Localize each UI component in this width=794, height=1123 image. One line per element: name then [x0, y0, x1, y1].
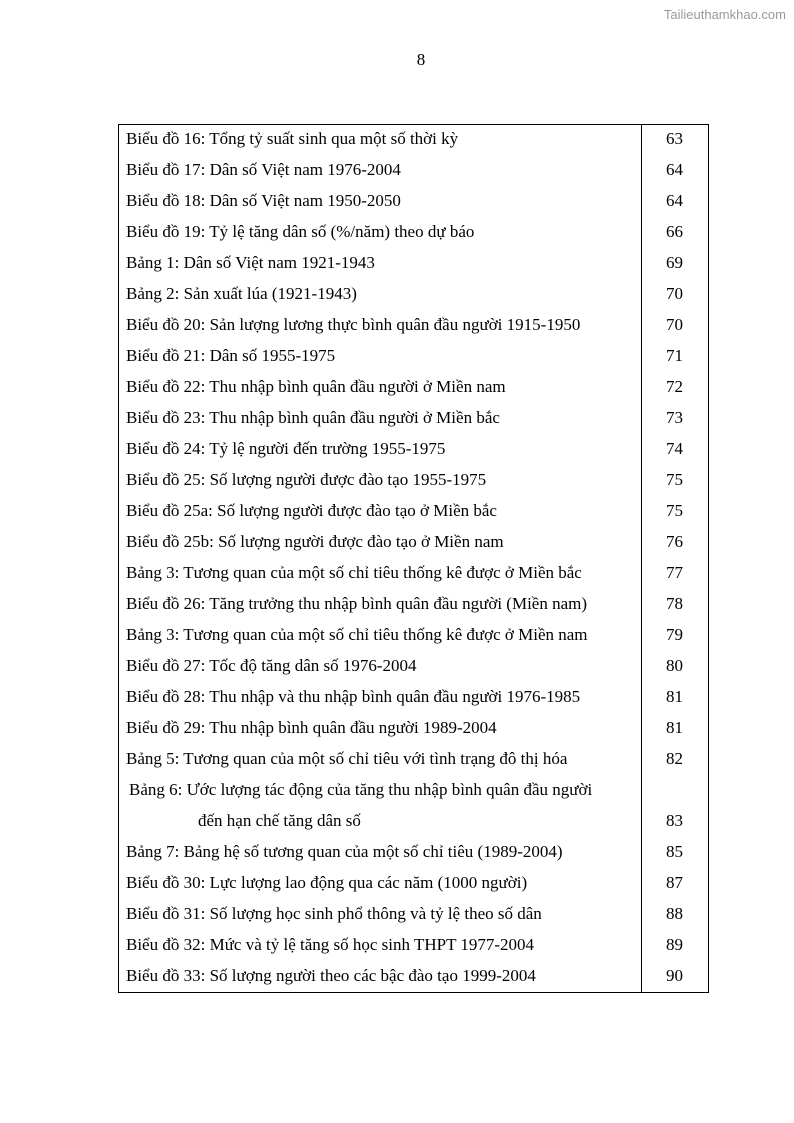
toc-row	[119, 683, 708, 714]
toc-page: 90	[666, 966, 683, 985]
toc-title: Biểu đồ 30: Lực lượng lao động qua các năm (1000 người)	[126, 873, 528, 892]
toc-title: Biểu đồ 33: Số lượng người theo các bậc đào tạo 1999-2004	[126, 966, 536, 985]
toc-title: Biểu đồ 31: Số lượng học sinh phổ thông và tỷ lệ theo số dân	[126, 904, 542, 923]
toc-page: 88	[666, 904, 683, 923]
toc-row	[119, 528, 708, 559]
toc-title: Biểu đồ 29: Thu nhập bình quân đầu người 1989-2004	[126, 718, 497, 737]
toc-page: 71	[666, 346, 683, 365]
toc-title: Bảng 7: Bảng hệ số tương quan của một số chỉ tiêu (1989-2004)	[126, 842, 563, 861]
toc-rows	[119, 125, 708, 993]
toc-page: 80	[666, 656, 683, 675]
toc-row	[119, 590, 708, 621]
toc-row	[119, 404, 708, 435]
toc-title: Biểu đồ 17: Dân số Việt nam 1976-2004	[126, 160, 401, 179]
toc-title: Bảng 2: Sản xuất lúa (1921-1943)	[126, 284, 357, 303]
toc-page: 85	[666, 842, 683, 861]
toc-row	[119, 466, 708, 497]
toc-page: 69	[666, 253, 683, 272]
toc-title: Bảng 3: Tương quan của một số chỉ tiêu thống kê được ở Miền bắc	[126, 563, 582, 582]
toc-row	[119, 218, 708, 249]
toc-row	[119, 900, 708, 931]
toc-page: 78	[666, 594, 683, 613]
toc-title: Bảng 5: Tương quan của một số chỉ tiêu với tình trạng đô thị hóa	[126, 749, 568, 768]
toc-page: 73	[666, 408, 683, 427]
toc-title: Bảng 1: Dân số Việt nam 1921-1943	[126, 253, 375, 272]
toc-page: 83	[666, 811, 683, 830]
toc-row	[119, 869, 708, 900]
toc-page: 64	[666, 160, 683, 179]
toc-row	[119, 497, 708, 528]
toc-row	[119, 621, 708, 652]
toc-page: 75	[666, 470, 683, 489]
toc-page: 89	[666, 935, 683, 954]
toc-row	[119, 714, 708, 745]
toc-page: 81	[666, 718, 683, 737]
toc-row	[119, 187, 708, 218]
toc-title: Biểu đồ 23: Thu nhập bình quân đầu người ở Miền bắc	[126, 408, 500, 427]
toc-row	[119, 838, 708, 869]
toc-title: Biểu đồ 19: Tỷ lệ tăng dân số (%/năm) theo dự báo	[126, 222, 475, 241]
toc-row	[119, 249, 708, 280]
toc-row	[119, 280, 708, 311]
toc-title: Biểu đồ 20: Sản lượng lương thực bình quân đầu người 1915-1950	[126, 315, 581, 334]
toc-title: Biểu đồ 16: Tổng tỷ suất sinh qua một số thời kỳ	[126, 129, 459, 148]
toc-row	[119, 559, 708, 590]
toc-page: 66	[666, 222, 683, 241]
toc-title: Biểu đồ 18: Dân số Việt nam 1950-2050	[126, 191, 401, 210]
toc-page: 87	[666, 873, 683, 892]
toc-title: Biểu đồ 25a: Số lượng người được đào tạo ở Miền bắc	[126, 501, 497, 520]
page-number: 8	[416, 50, 426, 69]
toc-page: 70	[666, 284, 683, 303]
toc-page: 74	[666, 439, 683, 458]
toc-row	[119, 125, 708, 156]
toc-title: Biểu đồ 21: Dân số 1955-1975	[126, 346, 336, 365]
watermark: Tailieuthamkhao.com	[663, 7, 786, 22]
toc-row	[119, 156, 708, 187]
toc-title: Biểu đồ 26: Tăng trưởng thu nhập bình quân đầu người (Miền nam)	[126, 594, 588, 613]
toc-row	[119, 435, 708, 466]
toc-row	[119, 311, 708, 342]
toc-page: 79	[666, 625, 683, 644]
toc-page: 76	[666, 532, 683, 551]
toc-title: Bảng 3: Tương quan của một số chỉ tiêu thống kê được ở Miền nam	[126, 625, 588, 644]
toc-row	[119, 342, 708, 373]
toc-title: Biểu đồ 32: Mức và tỷ lệ tăng số học sinh THPT 1977-2004	[126, 935, 535, 954]
toc-page: 82	[666, 749, 683, 768]
toc-row	[119, 652, 708, 683]
toc-row	[119, 962, 708, 993]
toc-page: 77	[666, 563, 683, 582]
toc-title: Biểu đồ 28: Thu nhập và thu nhập bình quân đầu người 1976-1985	[126, 687, 581, 706]
toc-title-line1: Bảng 6: Ước lượng tác động của tăng thu nhập bình quân đầu người	[129, 780, 593, 799]
toc-title: Biểu đồ 24: Tỷ lệ người đến trường 1955-1975	[126, 439, 446, 458]
toc-row	[119, 745, 708, 776]
toc-page: 72	[666, 377, 683, 396]
toc-title: Biểu đồ 25: Số lượng người được đào tạo 1955-1975	[126, 470, 487, 489]
toc-page: 64	[666, 191, 683, 210]
toc-title: Biểu đồ 27: Tốc độ tăng dân số 1976-2004	[126, 656, 417, 675]
toc-page: 75	[666, 501, 683, 520]
toc-title: Biểu đồ 22: Thu nhập bình quân đầu người ở Miền nam	[126, 377, 506, 396]
toc-row	[119, 931, 708, 962]
toc-title-line2: đến hạn chế tăng dân số	[198, 811, 361, 830]
toc-row	[119, 373, 708, 404]
toc-page: 81	[666, 687, 683, 706]
toc-page: 70	[666, 315, 683, 334]
toc-title: Biểu đồ 25b: Số lượng người được đào tạo ở Miền nam	[126, 532, 504, 551]
toc-row-multiline	[119, 776, 708, 838]
table-of-figures	[118, 124, 709, 993]
toc-page: 63	[666, 129, 683, 148]
